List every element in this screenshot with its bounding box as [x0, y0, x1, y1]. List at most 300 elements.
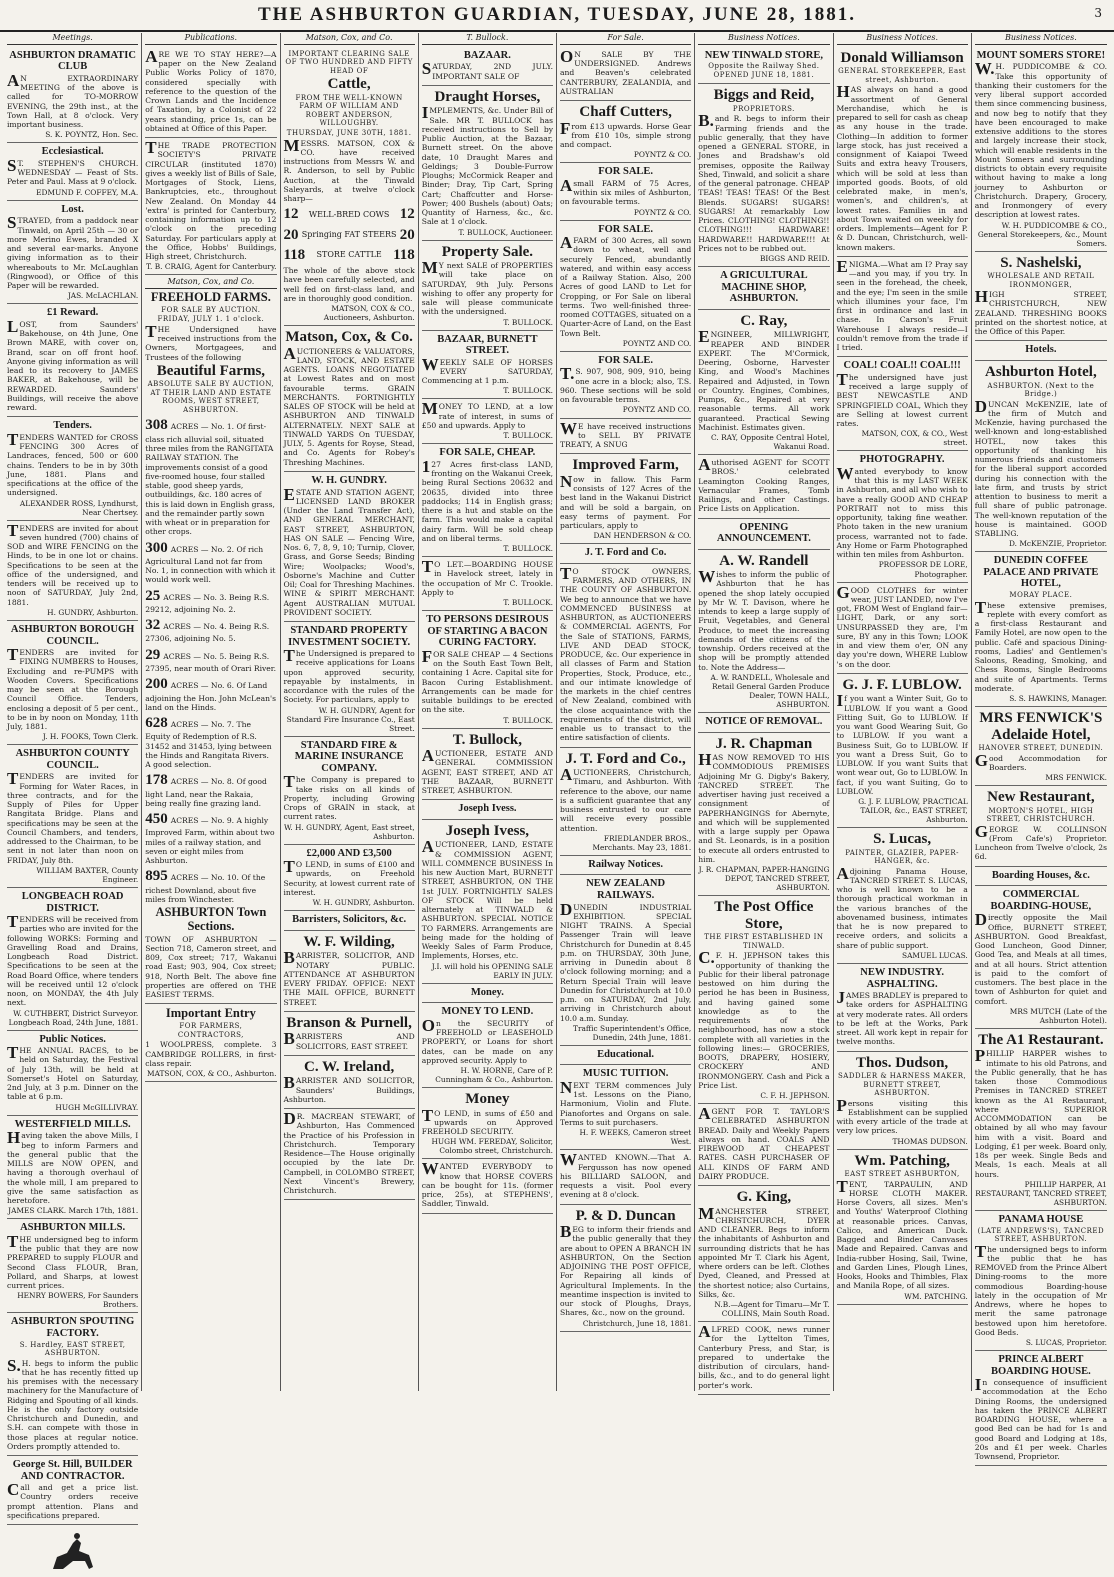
ad-signature: PROFESSOR DE LORE, Photographer. [878, 560, 968, 579]
ad-body: MANCHESTER STREET, CHRISTCHURCH, DYER AND CLEANER. Begs to inform the inhabitants of Ashburton and surrounding districts that he has appointed Mr T. Clark his Agent, where orders can be left. Clothes Dyed, Cleaned, and Pressed at the shortest notice; also Curtains, Silks, &c. [698, 1203, 830, 1299]
ad-heading: FOR SALE. [598, 354, 654, 366]
advertisement [422, 984, 553, 1004]
ad-signature: Christchurch, June 18, 1881. [582, 1318, 692, 1328]
ad-signature: EDMUND F. COFFEY, M.A. [36, 187, 139, 197]
ad-body: T.S. 907, 908, 909, 910, being one acre in a block; also, T.S. 960. These sections will be sold on favourable terms. [560, 364, 692, 405]
ad-heading: LONGBEACH ROAD DISTRICT. [21, 891, 124, 914]
advertisement [975, 47, 1107, 252]
advertisement [422, 86, 553, 241]
ad-body: AN EXTRAORDINARY MEETING of the above is called for TO-MORROW EVENING, the 29th inst., at the Town Hall, at 8 o'clock. Very important business. [7, 70, 139, 130]
ad-signature: POYNTZ AND CO. [622, 338, 692, 348]
lot-acres: 25 [145, 587, 161, 604]
column-heading: Matson, Cox, and Co. [284, 33, 415, 45]
advertisement [975, 1211, 1107, 1351]
ad-heading: W. H. GUNDRY. [311, 474, 387, 486]
horse-rider-illustration [43, 1529, 103, 1577]
ad-body: TENDERS are invited for Forming for Water Races, in three contracts, and for the Supply of Piles for Upper Rangitata Bridge. Plans and specifications may be seen at the Council Chambers, and tenders, addressed to the Chairman, to be sent in not later than noon on FRIDAY, July 8th. [7, 769, 139, 865]
ad-body: BARRISTER, SOLICITOR, AND NOTARY PUBLIC. ATTENDANCE AT ASHBURTON EVERY FRIDAY. OFFICE: NEXT THE MAIL OFFICE, BURNETT STREET. [283, 948, 415, 1007]
ad-subheading: EAST STREET ASHBURTON, [844, 1170, 960, 1179]
ad-body: MY next SALE of PROPERTIES will take place on SATURDAY, 9th July. Persons wishing to offer any property for sale will please communicate with the undersigned. [421, 258, 553, 317]
cattle-rows [284, 205, 415, 264]
lot-item [145, 771, 276, 808]
advertisement [698, 47, 829, 85]
ad-heading: PRINCE ALBERT BOARDING HOUSE. [990, 1354, 1091, 1377]
advertisement [698, 84, 829, 267]
ad-signature: DAN HENDERSON & CO. [593, 531, 692, 541]
ad-body: TENDERS WANTED for CROSS FENCING 300 Acres of Landraces, fenced, 500 or 600 chains. Tenders to be in by 30th June, 1881. Plans and specifications at the office of the undersigned. [7, 429, 139, 498]
lot-acres: 29 [145, 646, 161, 663]
lot-description: ACRES — No. 5. Being R.S. 27395, near mouth of Orari River. [145, 651, 277, 673]
ad-heading: Ashburton Hotel, [985, 364, 1097, 380]
lot-acres: 628 [145, 715, 168, 731]
ad-heading: New Restaurant, [987, 789, 1095, 806]
ad-heading: NEW TINWALD STORE, [704, 49, 823, 61]
ad-subheading: SADDLER & HARNESS MAKER, BURNETT STREET, ASHBURTON. [838, 1072, 967, 1098]
ad-heading: Donald Williamson [840, 49, 964, 66]
ad-heading: C. Ray, [740, 312, 788, 329]
ad-heading: Lost. [61, 203, 84, 215]
ad-heading: The A1 Restaurant. [978, 1031, 1104, 1048]
ad-body: TENDERS are invited for about seven hundred (700) chains of SOD and WIRE FENCING on the Hinds, to be in one lot or chains. Specifications to be seen at the office of the undersigned, and tenders will be received up to noon of SATURDAY, July 2nd, 1881. [7, 520, 139, 607]
ad-signature: C. F. H. JEPHSON. [760, 1091, 830, 1101]
freehold-farms-sale [145, 275, 276, 1004]
advertisement [560, 101, 691, 163]
advertisement [422, 1088, 553, 1159]
ad-body: WEEKLY SALE OF HORSES EVERY SATURDAY, Commencing at 1 p.m. [421, 354, 553, 386]
ad-body: 127 Acres first-class LAND, fronting on the Wakanui Creek, being Rural Sections 20632 and 20635, divided into three paddocks; 114 in English grass; there is a hut and stable on the farm. This would make a capital dairy farm. Will be sold cheap and on liberal terms. [421, 456, 553, 543]
advertisement [422, 611, 553, 728]
advertisement [975, 341, 1107, 361]
stock-count: 12 [283, 206, 299, 223]
ad-heading: G. J. F. LUBLOW. [842, 676, 962, 693]
ad-body: JAMES BRADLEY is prepared to take orders for ASPHALTING at very moderate rates. All orders to be left at the Works, Park street. All work kept in repair for twelve months. [836, 988, 968, 1047]
advertisement [560, 454, 691, 544]
lot-item [145, 714, 276, 769]
ad-signature: T. BULLOCK. [503, 598, 553, 608]
cattle-intro: IMPORTANT CLEARING SALE OF TWO HUNDRED AND FIFTY HEAD OF [285, 49, 413, 75]
lot-description: ACRES — No. 8. Of good light Land, near the Rakaia, being really fine grazing land. [145, 777, 267, 808]
stock-label: WELL-BRED COWS [308, 209, 390, 219]
ad-body: DR. MACREAN STEWART, of Ashburton, Has Commenced the Practice of his Profession in Christchurch. Temporary Residence—The House originally occupied by the late Dr. Campbell, in COLOMBO STREET, Next Vincent's Brewery, Christchurch. [283, 1109, 415, 1196]
ad-heading: Chaff Cutters, [579, 104, 672, 120]
ad-signature: S. K. POYNTZ, Hon. Sec. [45, 130, 139, 140]
column-heading: Business Notices. [837, 33, 968, 45]
advertisement [7, 1456, 138, 1525]
ad-body: Wishes to inform the public of Ashburton that he has opened the shop lately occupied by Mr W. T. Davison, where he intends to keep a large supply of Fruit, Vegetables, and General Produce, to meet the increasing demands of the citizens of the township. Orders received at the shop will be promptly attended to. Note the Address— [698, 567, 830, 672]
entry-body: 1 WOOLPRESS, complete. 3 CAMBRIDGE ROLLERS, in first-class repair. [145, 1040, 277, 1068]
sale-place: ABSOLUTE SALE BY AUCTION, AT THEIR LAND AND ESTATE ROOMS, WEST STREET, ASHBURTON. [147, 380, 275, 414]
ad-heading: The Post Office Store, [714, 899, 814, 932]
cattle-text: MESSRS. MATSON, COX & CO. have received instructions from Messrs W. and R. Anderson, to sell by Public Auction, at the Tinwald Saleyards, at twelve o'clock sharp— [283, 135, 415, 203]
ad-heading: ASHBURTON DRAMATIC CLUB [9, 49, 136, 73]
ad-heading: PHOTOGRAPHY. [859, 454, 945, 466]
column-heading: Publications. [145, 33, 276, 45]
lot-item [145, 867, 276, 904]
advertisement [698, 1186, 829, 1322]
ad-heading: Money [465, 1091, 510, 1108]
ad-signature: T. BULLOCK, Auctioneer. [458, 227, 553, 237]
ad-heading: Boarding Houses, &c. [991, 869, 1090, 881]
advertisement [560, 875, 691, 1045]
ad-subheading: Opposite the Railway Shed. OPENED JUNE 18, 1881. [708, 62, 820, 79]
sale-text: THE Undersigned have received instructions from the Owners, Mortgagees, and Trustees of the following [145, 321, 277, 362]
advertisement [7, 745, 138, 888]
advertisement [284, 326, 415, 472]
advertisement [837, 257, 968, 358]
ad-body: AFARM of 300 Acres, all sown down to wheat, well and securely Fenced, abundantly watered, and within easy access of a Railway Station. Also, 200 Acres of good LAND to Let for Cropping, or For Sale on liberal terms. Two well-finished three-roomed COTTAGES, situated on a Quarter-Acre of Land, on the East Town Belt. [560, 233, 692, 338]
ad-body: These extensive premises, replete with every comfort as a first-class Restaurant and Family Hotel, are now open to the public. Café and spacious Dining-rooms, Ladies' and Gentlemen's Saloons, Reading, Smoking, and Chess Rooms, Single Bedrooms and suite of Apartments. Terms moderate. [974, 597, 1107, 693]
ad-signature: FRIEDLANDER BROS., Merchants. May 23, 1881. [592, 833, 692, 852]
ad-heading: Ecclesiastical. [41, 146, 104, 158]
column-7 [834, 33, 972, 1391]
advertisement [422, 241, 553, 331]
advertisement [975, 252, 1107, 342]
ad-body: ARE WE TO STAY HERE?—A paper on the New Zealand Public Works Policy of 1870, considered specially with reference to the question of the Crown Lands and the Incidence of Taxation, by a Colonist of 22 years standing, price 1s, can be obtained at Office of this Paper. [145, 46, 277, 133]
lot-description: ACRES — No. 10. Of the richest Downland, about five miles from Winchester. [145, 873, 266, 904]
lot-acres: 32 [145, 617, 161, 634]
column-heading: Meetings. [7, 33, 138, 45]
ad-body: TO LEND, in sums of £100 and upwards, on Freehold Security, at lowest current rate of interest. [283, 857, 415, 897]
advertisement [698, 519, 829, 550]
ad-heading: BAZAAR. [463, 49, 511, 61]
ad-signature: HENRY BOWERS, For Saunders Brothers. [17, 1291, 139, 1310]
lot-description: ACRES — No. 1. Of first-class rich alluvial soil, situated three miles from the RANGITATA RAILWAY STATION. The improvements consist of a good five-roomed house, four stalled stable, good sheep yards, outbuildings, &c. 180 acres of this is laid down in English grass, and the remainder partly sown with wheat or in preparation for other crops. [145, 422, 275, 537]
ad-body: TENDERS will be received from parties who are invited for the following WORKS: Forming and Gravelling Road and Drains, Longbeach Road District. Specifications to be seen at the Road Board Office, where tenders will be received until 12 o'clock noon, on MONDAY, the 4th July next. [7, 912, 139, 1008]
ad-heading: MUSIC TUITION. [582, 1068, 669, 1080]
ad-body: GOOD CLOTHES for winter wear, JUST LANDED, now I've got, FROM West of England fair— LIGHT, Dark, or any sort: UNSURPASSED they are, I'm sure, BY any in this Town; LOOK in and view them o'er, ON any day you're down, WHERE Lublow 's on the door. [836, 582, 968, 669]
ad-signature: POYNTZ AND CO. [622, 405, 692, 415]
ad-body: AUCTIONEER, LAND, ESTATE & COMMISSION AGENT, WILL COMMENCE BUSINESS In his new Auction Mart, BURNETT STREET, ASHBURTON, ON THE 1st JULY. FORTNIGHTLY SALES OF STOCK Will be held alternately at TINWALD & ASHBURTON. SPECIAL NOTICE TO FARMERS. Arrangements are being made for the holding of Weekly Sales of Farm Produce, Implements, Horses, etc. [421, 837, 553, 961]
advertisement [284, 931, 415, 1012]
lot-acres: 895 [145, 868, 168, 885]
ad-body: WANTED EVERYBODY to know that HORSE COVERS can be bought for 11s. (former price, 25s), at STEPHENS', Saddler, Tinwald. [421, 1159, 553, 1209]
ad-signature: W. H. GUNDRY, Agent for Standard Fire Insurance Co., East Street. [286, 705, 415, 733]
ad-body: ST. STEPHEN'S CHURCH. WEDNESDAY — Feast of Sts. Peter and Paul. Mass at 9 o'clock. [7, 155, 139, 187]
ad-signature: H. W. HORNE, Care of P. Cunningham & Co., Ashburton. [435, 1066, 553, 1085]
advertisement [698, 550, 829, 713]
lot-item [145, 616, 276, 644]
advertisement [284, 472, 415, 622]
advertisement [975, 886, 1107, 1029]
advertisement [560, 748, 691, 856]
cattle-sale-ad [284, 47, 415, 326]
ad-body: HAS NOW REMOVED TO HIS COMMODIOUS PREMISES Adjoining Mr G. Digby's Bakery, TANCRED STREET. The advertiser having just received a consignment of PAPERHANGINGS for Abernyte, and which will be supplemented with a large supply per Opawa and St. Leonards, is in a position to execute all orders entrusted to him. [698, 750, 830, 864]
ad-body: Good Accommodation for Boarders. [974, 750, 1107, 772]
advertisement [422, 47, 553, 86]
cattle-note: The whole of the above stock have been carefully selected, and well fed on first-class land, and are in thoroughly good condition. [283, 266, 415, 303]
lot-description: ACRES — No. 6. Of Land adjoining the Hon. John McLean's land on the Hinds. [145, 681, 277, 712]
sale-title: FREEHOLD FARMS. [150, 290, 271, 305]
ad-heading: OPENING ANNOUNCEMENT. [716, 521, 811, 545]
advertisement [7, 521, 138, 621]
cattle-sig: MATSON, COX & CO., Auctioneers, Ashburton. [323, 304, 415, 323]
advertisement [7, 47, 138, 144]
ad-heading: WESTERFIELD MILLS. [14, 1118, 131, 1130]
ad-subheading: ASHBURTON. (Next to the Bridge.) [987, 381, 1095, 399]
advertisement [837, 583, 968, 674]
ad-signature: Traffic Superintendent's Office, Dunedin, 24th June, 1881. [573, 1023, 692, 1042]
column-heading: For Sale. [560, 33, 691, 45]
ad-body: BARRISTERS AND SOLICITORS, EAST STREET. [283, 1029, 415, 1051]
ad-body: TO LEND, in sums of £50 and upwards on Approved FREEHOLD SECURITY. [421, 1105, 553, 1137]
stock-count: 118 [393, 246, 415, 263]
ad-signature: H. F. WEEKS, Cameron street West. [579, 1128, 692, 1147]
ad-heading: MOUNT SOMERS STORE! [976, 49, 1106, 61]
ad-body: HIGH STREET, CHRISTCHURCH, NEW ZEALAND. THRESHING BOOKS printed on the shortest notice, at the Office of this Paper. [974, 287, 1107, 337]
ad-heading: DUNEDIN COFFEE PALACE AND PRIVATE HOTEL, [983, 555, 1099, 590]
ad-body: ESTATE AND STATION AGENT, LICENSED LAND BROKER (Under the Land Transfer Act), AND GENERAL MERCHANT, EAST STREET, ASHBURTON, HAS ON SALE — Fencing Wire, Nos. 6, 7, 8, 9, 10; Turnip, Clover, Grass, and Gorse Seeds; Binding Wire; Woolpacks; Wood's, Osborne's Machine and Cutter Oil; Coal for Threshing Machines. WINE & SPIRIT MERCHANT. Agent AUSTRALIAN MUTUAL PROVIDENT SOCIETY. [283, 484, 415, 617]
advertisement [284, 911, 415, 931]
ad-heading: Improved Farm, [572, 457, 679, 474]
ad-signature: MRS FENWICK. [1045, 773, 1107, 783]
ad-heading: Joseph Ivess. [458, 803, 517, 815]
ad-body: PHILLIP HARPER wishes to intimate to his old Patrons, and the Public generally, that he has taken those Commodious Premises in TANCRED STREET known as the A1 Restaurant, where SUPERIOR ACCOMMODATION can be obtained by all who may favour him with a visit. Board and Lodging, £1 per week. Board only, 18s per week. Single Beds and Meals, 1s each. Meals at all hours. [974, 1046, 1108, 1179]
advertisement [560, 1150, 691, 1204]
ad-body: Directly opposite the Mail Office, BURNETT STREET, ASHBURTON. Good Breakfast, Good Luncheon, Good Dinner, Good Tea, and Meals at all times, and at all hours. Strict attention is paid to the comfort of customers. The best place in the town of Ashburton for quiet and comfort. [974, 910, 1107, 1006]
ad-heading: ASHBURTON SPOUTING FACTORY. [10, 1316, 135, 1339]
newspaper-title: THE ASHBURTON GUARDIAN, TUESDAY, JUNE 28, 1881. [257, 4, 856, 25]
ad-heading: C. W. Ireland, [304, 1058, 395, 1075]
ad-body: FOR SALE CHEAP — 4 Sections on the South East Town Belt, containing 1 Acre. Capital site for Bacon Curing Establishment. Arrangements can be made for suitable buildings to be erected on the site. [421, 646, 553, 715]
lot-description: ACRES — No. 9. A highly Improved Farm, within about two miles of a railway station, and seven or eight miles from Ashburton. [145, 816, 275, 866]
ad-body: BARRISTER AND SOLICITOR, Saunders' Buildings, Ashburton. [283, 1073, 415, 1104]
ad-heading: Tenders. [53, 420, 92, 432]
ad-body: C.F. H. JEPHSON takes this opportunity of thanking the Public for their liberal patronage bestowed on him during the period he has been in Business, and having gained some knowledge as to the requirements of the neighbourhood, has now a stock complete with all varieties in the following lines:— GROCERIES, BOOTS, DRAPERY, HOSIERY, CROCKERY AND IRONMONGERY. Cash and Pick a Price List. [698, 948, 830, 1090]
ad-heading: ASHBURTON MILLS. [20, 1222, 126, 1234]
ad-body: If you want a Winter Suit, Go to LUBLOW. If you want a Good Fitting Suit, Go to LUBLOW. If you want Good Wearing Suit, Go to LUBLOW. If you want a Business Suit, Go to LUBLOW. If you want a Dress Suit, Go to LUBLOW. If you want Suits that wont wear out, Go to LUBLOW. In fact, if you want Suiting, Go to LUBLOW. [836, 691, 968, 796]
lot-acres: 300 [145, 539, 168, 556]
ad-heading: NEW ZEALAND RAILWAYS. [586, 878, 666, 901]
ad-signature: J. H. FOOKS, Town Clerk. [42, 732, 139, 742]
important-entry-ad [145, 1004, 276, 1082]
ad-heading: J. T. Ford and Co. [584, 547, 667, 559]
advertisement [975, 786, 1107, 867]
ad-heading: Hotels. [1025, 344, 1057, 356]
column-3 [281, 33, 419, 1391]
advertisement [145, 138, 276, 275]
ad-signature: JAMES CLARK. March 17th, 1881. [8, 1206, 139, 1216]
ad-body: SATURDAY, 2ND JULY. IMPORTANT SALE OF [421, 59, 553, 81]
ad-body: TENDERS are invited for FIXING NUMBERS to Houses, Excluding and re-PUMPS with Wooden Covers. Specifications may be seen at the Borough Council Office. Tenders, enclosing a deposit of 5 per cent., to be in by noon on Monday, 11th July, 1881. [7, 645, 139, 732]
ad-heading: BAZAAR, BURNETT STREET. [437, 333, 538, 357]
ad-signature: T. BULLOCK. [503, 715, 553, 725]
ad-body: BEG to inform their friends and the public generally that they are about to OPEN A BRANCH IN ASHBURTON, On the Section ADJOINING THE POST OFFICE, For Repairing all kinds of Agricultural Implements. In the meantime inspection is invited to our stock of Ploughs, Drays, Shares, &c., now on the ground. [560, 1222, 692, 1318]
ad-heading: FOR SALE. [598, 223, 654, 235]
ad-heading: FOR SALE. [598, 166, 654, 178]
ad-body: Wanted everybody to know that this is my LAST WEEK in Ashburton, and all who wish to have a really GOOD AND CHEAP PORTRAIT not to miss this opportunity, taking fine weather. Photo taken in the new uranium process, warranted not to fade. Any Home or Farm Photographed within ten miles from Ashburton. [836, 463, 968, 560]
ad-signature: POYNTZ & CO. [633, 207, 692, 217]
column-heading: T. Bullock. [422, 33, 553, 45]
ad-body: LOST, from Saunders' Bakehouse, on 4th June, One Brown MARE, with cover on, Brand, scar on off front hoof. Anyone giving information as will lead to its recovery to JAMES BAKER, at Bakehouse, will be REWARDED. Saunders' Buildings, will receive the above reward. [7, 316, 139, 413]
ad-heading: J. T. Ford and Co., [565, 750, 686, 767]
ad-heading: Wm. Patching, [854, 1152, 950, 1169]
ad-body: W.H. PUDDICOMBE & CO. Take this opportunity of thanking their customers for the very liberal support accorded them since commencing business, and now beg to notify that they have been encouraged to make extensive additions to the stores and largely increase their stock, which will enable residents in the Mount Somers and surrounding districts to obtain every requisite without having to make a long journey to Ashburton or Christchurch. Drapery, Grocery, and Ironmongery of every description at lowest rates. [974, 59, 1107, 220]
ad-subheading: THE FIRST ESTABLISHED IN TINWALD. [704, 933, 824, 950]
advertisement [7, 143, 138, 200]
advertisement [7, 1116, 138, 1220]
ad-body: Persons visiting this Establishment can be supplied with every article of the trade at very low prices. [836, 1095, 968, 1136]
ad-signature: T. BULLOCK. [503, 431, 553, 441]
advertisement [698, 455, 829, 519]
ad-signature: W. H. GUNDRY, Agent, East street, Ashburton. [283, 822, 415, 841]
lot-acres: 178 [145, 772, 168, 789]
advertisement [560, 1046, 691, 1066]
advertisement [837, 964, 968, 1052]
ad-heading: A GRICULTURAL MACHINE SHOP, ASHBURTON. [720, 270, 808, 305]
stock-count: 20 [399, 226, 415, 243]
ad-heading: Branson & Purnell, [286, 1014, 412, 1031]
ad-body: In consequence of insufficient accommodation at the Echo Dining Rooms, the undersigned has taken the PRINCE ALBERT BOARDING HOUSE, where a good Bed can be had for 1s and good Board and Lodging at 18s, 20s and £1 per week. Charles Townsend, Proprietor. [974, 1375, 1107, 1462]
advertisement [975, 1351, 1107, 1466]
ad-body: TO LET.—BOARDING HOUSE in Havelock street, lately in the occupation of Mr C. Trookle. Apply to [421, 557, 553, 597]
column-1 [4, 33, 142, 1520]
advertisement [422, 800, 553, 820]
entry-title: Important Entry [165, 1006, 256, 1021]
advertisement [7, 1219, 138, 1313]
advertisement [698, 896, 829, 1104]
advertisement [975, 552, 1107, 707]
ad-signature: BIGGS AND REID. [759, 254, 830, 264]
ad-body: GEORGE W. COLLINSON (From Cafe's) Proprietor. Luncheon from Twelve o'clock, 2s 6d. [974, 821, 1107, 862]
advertisement [698, 1322, 829, 1395]
ad-body: S.H. begs to inform the public that he has recently fitted up his premises with the necessary machinery for the Manufacture of Ridging and Spouting of all kinds. He is the only factory outside Christchurch and Dunedin, and S.H. can compete with those in those places at regular notice. Orders promptly attended to. [7, 1355, 139, 1451]
ad-heading: MRS FENWICK'S Adelaide Hotel, [979, 710, 1103, 743]
advertisement [698, 733, 829, 897]
cattle-date: THURSDAY, JUNE 30TH, 1881. [286, 128, 412, 137]
ad-heading: Money. [470, 986, 504, 998]
ad-signature: W. H. PUDDICOMBE & CO., General Storekeepers, &c., Mount Somers. [977, 220, 1107, 248]
cattle-title: Cattle, [327, 76, 371, 93]
ad-signature: WILLIAM BAXTER, County Engineer. [36, 865, 139, 884]
town-sections-body: TOWN OF ASHBURTON — Section 718, Cameron street, and 809, Cox street; 717, Wakanui road East; 903, 904, Cox street; 918, North Belt. The above fine properties are offered on THE EASIEST TERMS. [145, 934, 277, 1000]
stock-row [284, 205, 415, 223]
advertisement [698, 310, 829, 455]
advertisement [7, 304, 138, 417]
advertisement [422, 820, 553, 984]
ad-heading: Draught Horses, [434, 88, 541, 105]
stock-label: STORE CATTLE [316, 250, 382, 260]
lot-item [145, 416, 276, 536]
ad-heading: PANAMA HOUSE [998, 1213, 1084, 1225]
ad-heading: Public Notices. [39, 1033, 106, 1045]
ad-body: TO STOCK OWNERS, FARMERS, AND OTHERS, IN THE COUNTY OF ASHBURTON. We beg to announce that we have COMMENCED BUSINESS at ASHBURTON, as AUCTIONEERS & COMMERCIAL AGENTS, For the Sale of STATIONS, FARMS, LIVE AND DEAD STOCK, PRODUCE, &c. Our experience in all classes of Farm and Station Properties, Stock, Produce, etc., and our intimate knowledge of the markets in the chief centres of New Zealand, combined with the close acquaintance with the requirements of the district, will enable us to transact to the entire satisfaction of clients. [560, 563, 692, 743]
ad-body: WANTED KNOWN.—That A. Fergusson has now opened his BILLIARD SALOON, and requests a visit. Pool every evening at 8 o'clock. [560, 1150, 692, 1200]
ad-heading: S. Nashelski, [1000, 254, 1082, 271]
advertisement [422, 729, 553, 801]
advertisement [7, 201, 138, 305]
ad-signature: T. BULLOCK. [503, 386, 553, 396]
ad-signature: T. BULLOCK. [503, 544, 553, 554]
ad-heading: TO PERSONS DESIROUS OF STARTING A BACON CURING FACTORY. [426, 614, 549, 649]
advertisement [422, 557, 553, 611]
ad-body: B.and R. begs to inform their Farming friends and the public generally, that they have opened a GENERAL STORE, in Jones and Bradshaw's old premises, opposite the Railway Shed, Tinwald, and solicit a share of the general patronage. CHEAP TEAS! TEAS! TEAS! Of the Best Blends. SUGARS! SUGARS! SUGARS! At remarkably Low Prices. CLOTHING! CLOTHING!! CLOTHING!!! HARDWARE! HARDWARE!! HARDWARE!!! At Prices not to be rubbed out. [698, 111, 830, 253]
lot-item [145, 646, 276, 674]
ad-signature: D. McKENZIE, Proprietor. [1008, 539, 1107, 549]
ad-body: AUCTIONEERS, Christchurch, Timaru, and Ashburton. With reference to the above, our name is a sufficient guarantee that any business entrusted to our care will receive every possible attention. [560, 765, 692, 833]
ad-signature: SAMUEL LUCAS. [902, 950, 968, 960]
ad-body: ALFRED COOK, news runner for the Lyttelton Times, Canterbury Press, and Star, is prepared to undertake the distribution of circulars, hand-bills, &c., and to do general light porter's work. [698, 1322, 830, 1390]
ad-heading: ASHBURTON COUNTY COUNCIL. [15, 748, 130, 771]
sale-intro: FOR SALE BY AUCTION. [161, 305, 261, 314]
ad-body: AGENT FOR T. TAYLOR'S CELEBRATED ASHBURTON BREAD. Daily and Weekly Papers always on hand. COALS AND FIREWOOD AT CHEAPEST RATES. CASH PURCHASER OF ALL KINDS OF FARM AND DAIRY PRODUCE. [698, 1104, 830, 1181]
ad-signature: T. B. CRAIG, Agent for Canterbury. [146, 262, 277, 272]
sale-date: FRIDAY, JULY 1. 1 o'clock. [157, 315, 265, 324]
column-2 [142, 33, 280, 1391]
ad-signature: WM. PATCHING. [904, 1291, 968, 1301]
advertisement [837, 828, 968, 964]
advertisement [698, 267, 829, 310]
ad-signature: HUGH McGILLIVRAY. [55, 1102, 139, 1112]
ad-signature: MATSON, COX, & CO., West street. [861, 429, 968, 448]
ad-heading: Thos. Dudson, [856, 1054, 949, 1071]
advertisement [560, 564, 691, 748]
advertisement [560, 163, 691, 220]
advertisement [284, 1056, 415, 1109]
ad-heading: STANDARD FIRE & MARINE INSURANCE COMPANY. [294, 739, 404, 774]
ad-signature: T. BULLOCK. [503, 317, 553, 327]
ad-body: The Company is prepared to take risks on all kinds of Property, including Growing Crops of GRAIN in stack, at current rates. [283, 772, 415, 822]
advertisement [560, 544, 691, 564]
town-sections-title: ASHBURTON Town Sections. [155, 905, 267, 933]
ad-heading: Barristers, Solicitors, &c. [292, 914, 407, 926]
stock-count: 12 [399, 206, 415, 223]
lot-acres: 200 [145, 676, 168, 693]
advertisement [975, 707, 1107, 786]
advertisement [698, 713, 829, 733]
advertisement [560, 856, 691, 876]
lot-item [145, 675, 276, 712]
ad-heading: Property Sale. [441, 243, 534, 260]
ad-subheading: PAINTER, GLAZIER, PAPER-HANGER, &c. [845, 848, 960, 866]
entry-sub: FOR FARMERS, CONTRACTORS, [177, 1022, 244, 1039]
ad-signature: HUGH WM. FEREDAY, Solicitor, Colombo street, Christchurch. [431, 1137, 553, 1156]
ad-signature: W. H. GUNDRY, Ashburton. [312, 898, 415, 908]
ad-body: NEXT TERM commences July 1st. Lessons on the Piano, Harmonium, Violin and Flute. Pianofortes and Organs on sale. Terms to suit purchasers. [560, 1077, 692, 1127]
stock-label: Springing FAT STEERS [301, 229, 397, 239]
ad-heading: Matson, Cox, & Co. [285, 329, 413, 346]
advertisement [837, 357, 968, 451]
column-5 [557, 33, 695, 1391]
entry-sig: MATSON, COX, & CO., Ashburton. [147, 1069, 277, 1078]
ad-heading: COMMERCIAL BOARDING-HOUSE, [990, 889, 1092, 912]
column-6 [695, 33, 833, 1391]
column-heading: Business Notices. [698, 33, 829, 45]
ad-signature: MRS MUTCH (Late of the Ashburton Hotel). [1009, 1006, 1107, 1025]
ad-body: STRAYED, from a paddock near Tinwald, on April 25th — 30 or more Merino Ewes, branded X and several ear-marks. Anyone giving information as to their whereabouts to Mr. McLaughlan (Ringwood), or Office of this Paper will be rewarded. [7, 213, 139, 290]
lot-item [145, 587, 276, 615]
ad-body: DUNCAN McKENZIE, late of the firm of Mutch and McKenzie, having purchased the well-known and long-established HOTEL, now takes this opportunity of thanking his numerous friends and customers for the liberal support accorded during his connection with the late firm, and trusts by strict attention to business to merit a full share of public patronage. The well-known reputation of the house is maintained. GOOD STABLING. [974, 396, 1107, 539]
page-number: 3 [1094, 6, 1102, 20]
column-8 [972, 33, 1110, 1462]
ad-signature: JAS. McLACHLAN. [67, 291, 139, 301]
ad-heading: NOTICE OF REMOVAL. [705, 716, 823, 728]
ad-heading: A. W. Randell [719, 552, 809, 569]
lot-item [145, 810, 276, 865]
advertisement [284, 622, 415, 737]
ad-body: THE ANNUAL RACES, to be held on Saturday, the Festival of July 13th, will be held at Somerset's Hotel on Saturday, 2nd July, at 3 p.m. Dinner on the table at 6 p.m. [7, 1043, 139, 1102]
ad-subheading: S. Hardley, EAST STREET, ASHBURTON. [19, 1340, 126, 1358]
lot-acres: 308 [145, 417, 168, 434]
advertisement [560, 1205, 691, 1332]
ad-body: On the SECURITY of FREEHOLD or LEASEHOLD PROPERTY, or Loans for short dates, can be made on any approved security. Apply to [421, 1015, 553, 1065]
ad-subheading: MORAY PLACE. [1009, 590, 1073, 599]
ad-body: The undersigned have just received a large supply of BEST NEWCASTLE AND SPRINGFIELD COAL, Which they are Selling at lowest current rates. [836, 369, 968, 429]
ad-subheading: (LATE ANDREWS'S), TANCRED STREET, ASHBURTON. [977, 1226, 1105, 1244]
lot-acres: 450 [145, 811, 168, 828]
advertisement [698, 1104, 829, 1186]
stock-count: 118 [283, 246, 306, 263]
lot-description: ACRES — No. 3. Being R.S. 29212, adjoining No. 2. [145, 592, 270, 614]
